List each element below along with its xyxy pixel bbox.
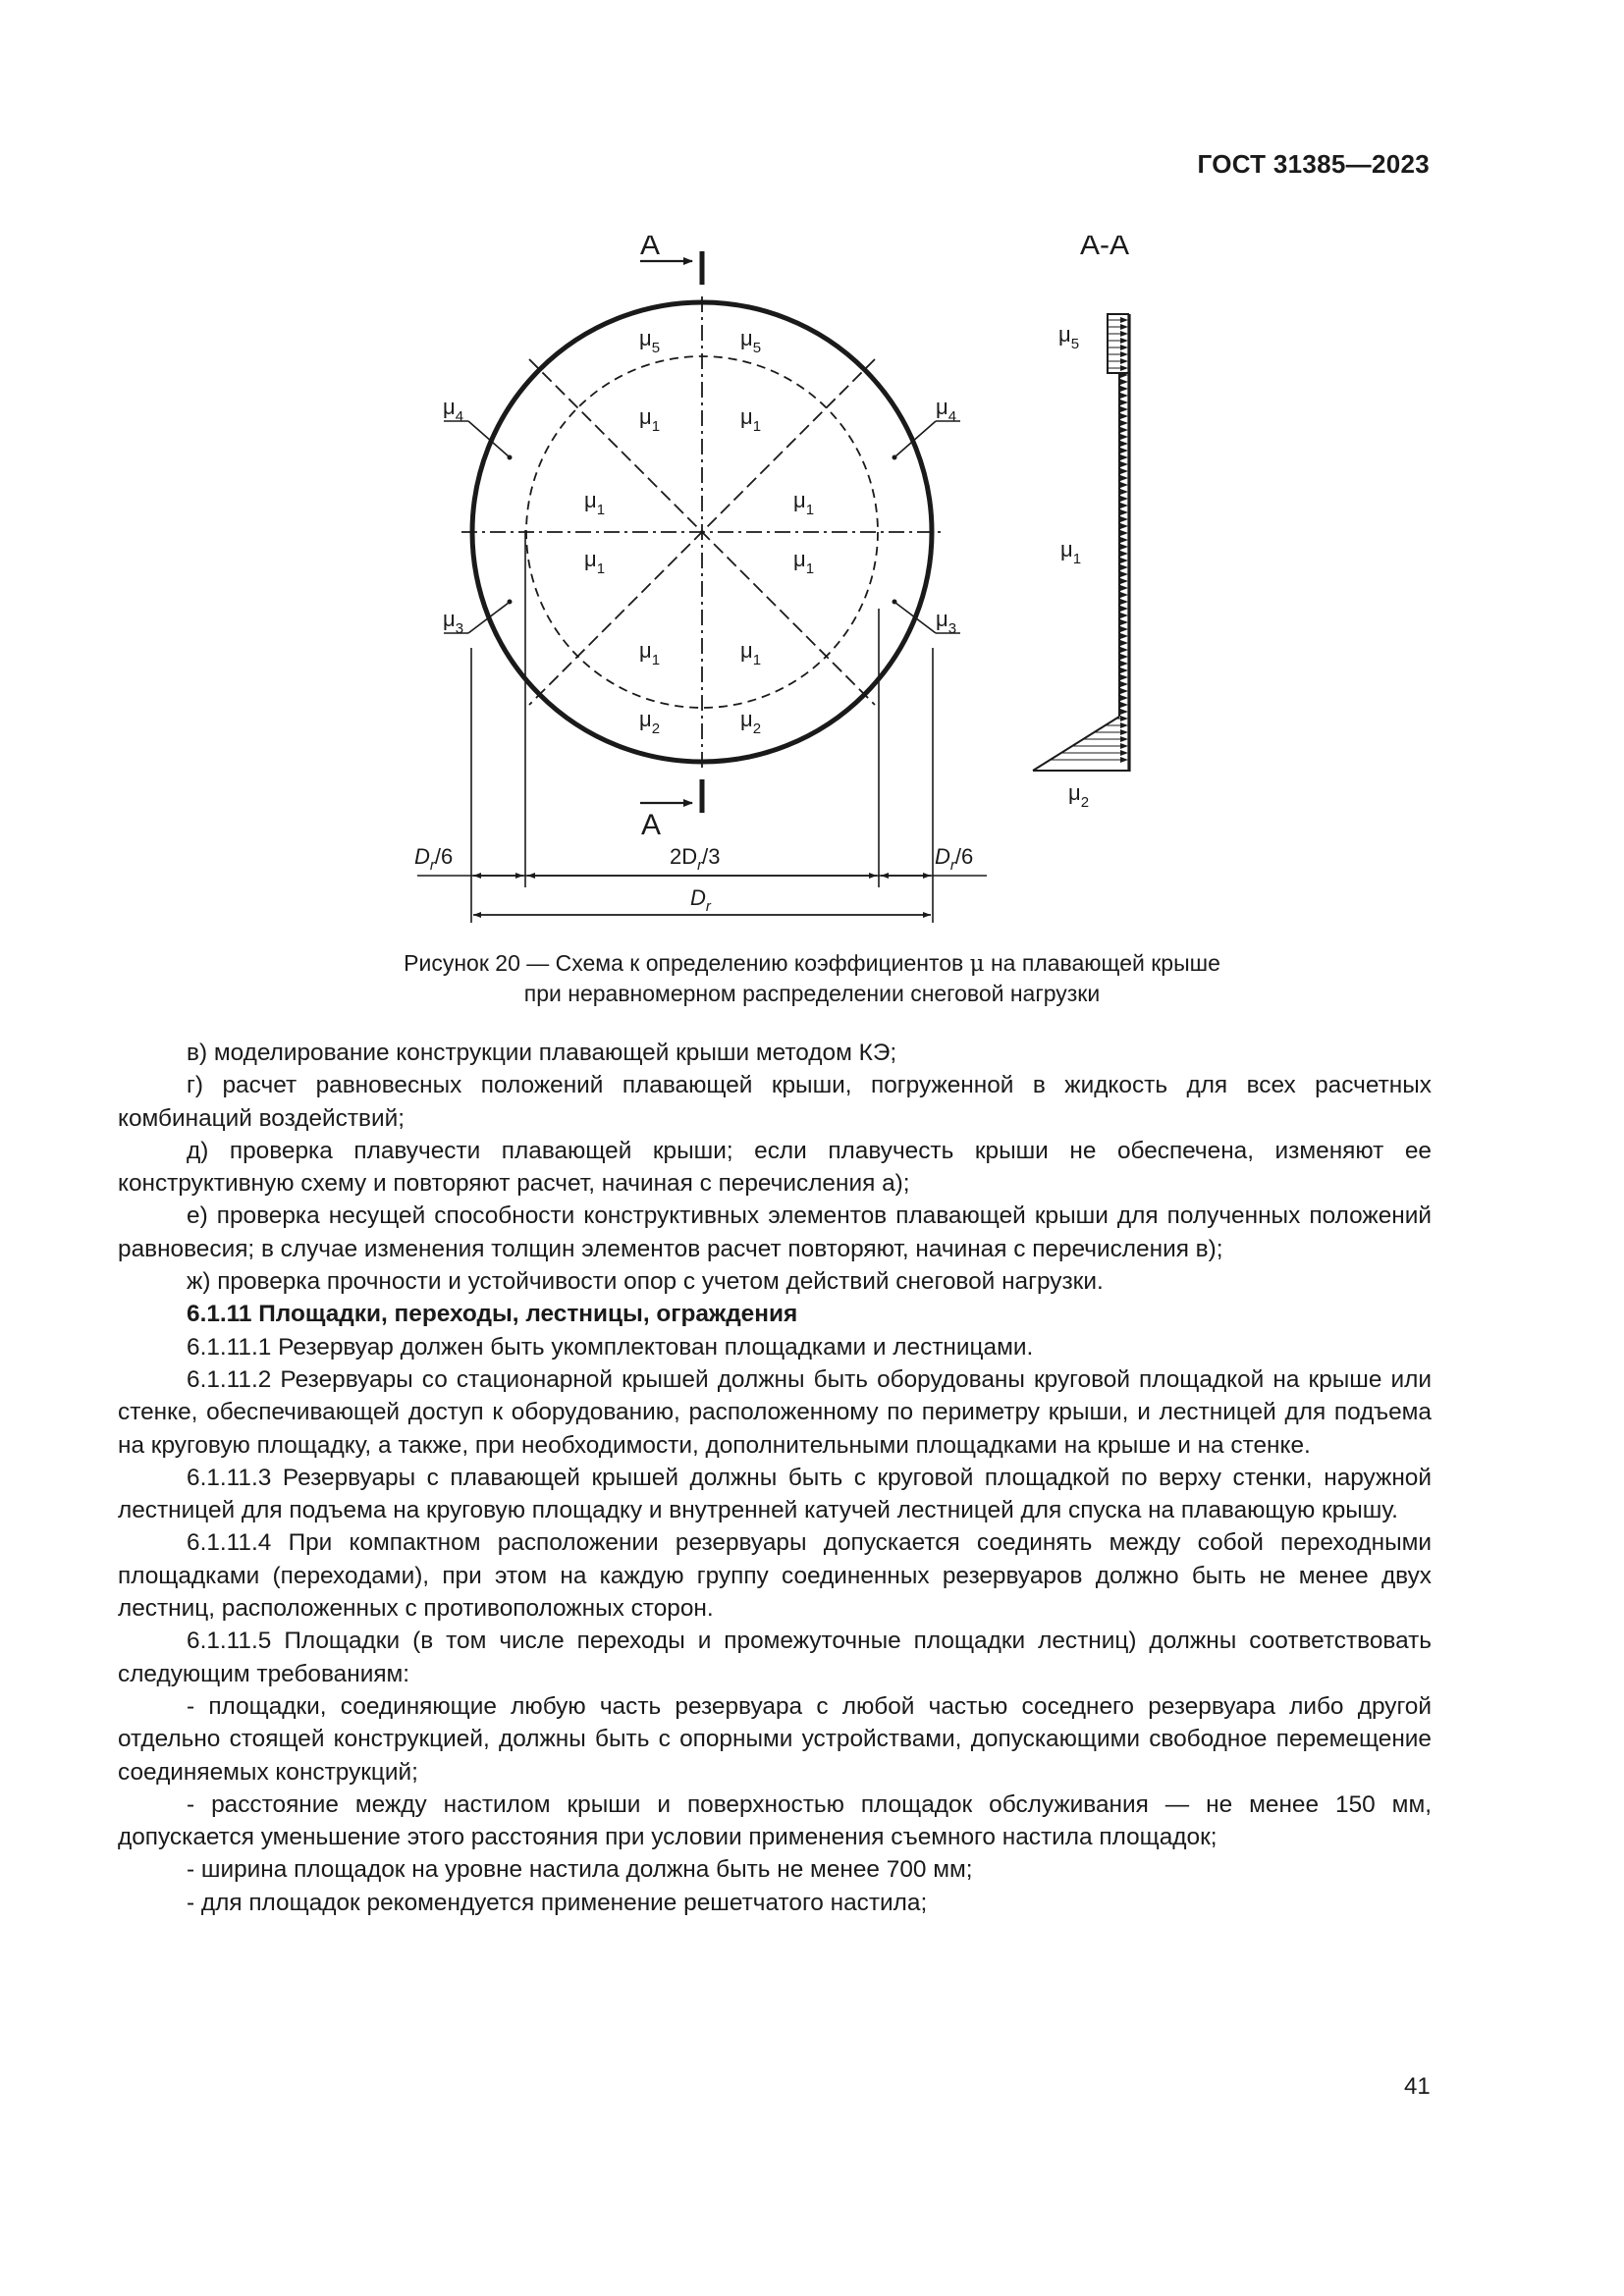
load-arrow-head: [1120, 578, 1128, 584]
load-arrow-head: [1120, 551, 1128, 557]
load-arrow-head: [1120, 613, 1128, 618]
load-arrow-head: [1120, 475, 1128, 481]
load-arrow-head: [1120, 454, 1128, 460]
mu1-label: $\mu_1$: [584, 547, 606, 577]
load-arrow-head: [1120, 530, 1128, 536]
load-arrow-head: [1120, 599, 1128, 605]
standard-header: ГОСТ 31385—2023: [1197, 149, 1430, 179]
load-arrow-head: [1120, 633, 1128, 639]
load-arrow-head: [1120, 674, 1128, 680]
mu2-label-right: $\mu_2$: [740, 707, 762, 737]
figure-caption-line1: Рисунок 20 — Схема к определению коэффициентов μ на плавающей крыше: [404, 950, 1220, 977]
load-arrow-head: [1120, 743, 1128, 749]
dim-label-right: $D_r/6$: [935, 844, 974, 874]
load-arrow-head: [1120, 358, 1128, 364]
load-arrow-head: [1120, 757, 1128, 763]
load-arrow-head: [1120, 351, 1128, 357]
load-arrow-head: [1120, 489, 1128, 495]
load-arrow-head: [1120, 468, 1128, 474]
mu5-label-left: $\mu_5$: [639, 326, 661, 356]
load-arrow-head: [1120, 496, 1128, 502]
dim-label-left: $D_r/6$: [414, 844, 454, 874]
mu1-label: $\mu_1$: [740, 404, 762, 435]
mu5-label-right: $\mu_5$: [740, 326, 762, 356]
load-arrow-head: [1120, 413, 1128, 419]
load-arrow-head: [1120, 709, 1128, 715]
body-paragraph: д) проверка плавучести плавающей крыши; если плавучесть крыши не обеспечена, изменяют ее конструктивную схему и повторяют расчет, начиная с перечисления а);: [118, 1137, 1432, 1198]
mu4-label-right: $\mu_4$: [936, 395, 957, 425]
load-arrow-head: [1120, 654, 1128, 660]
load-arrow-head: [1120, 441, 1128, 447]
load-arrow-head: [1120, 434, 1128, 440]
load-arrow-head: [1120, 345, 1128, 350]
load-arrow-head: [1120, 420, 1128, 426]
load-arrow-head: [1120, 379, 1128, 385]
mu1-label: $\mu_1$: [740, 638, 762, 668]
section-heading: 6.1.11 Площадки, переходы, лестницы, ограждения: [187, 1301, 798, 1328]
load-arrow-head: [1120, 448, 1128, 454]
mu4-label-left: $\mu_4$: [443, 395, 464, 425]
body-paragraph: - для площадок рекомендуется применение решетчатого настила;: [187, 1889, 928, 1916]
load-arrow-head: [1120, 722, 1128, 728]
mu3-label-left: $\mu_3$: [443, 607, 464, 637]
load-arrow-head: [1120, 503, 1128, 508]
load-arrow-head: [1120, 695, 1128, 701]
load-arrow-head: [1120, 626, 1128, 632]
dim-label-center: $2D_r/3$: [670, 844, 721, 874]
body-paragraph: 6.1.11.3 Резервуары с плавающей крышей должны быть с круговой площадкой по верху стенки, наружной лестницей для подъема на круговую площадку и внутренней катучей лестницей для спуска на плавающую крышу.: [118, 1464, 1432, 1524]
body-paragraph: 6.1.11.2 Резервуары со стационарной крышей должны быть оборудованы круговой площадкой на крыше или стенке, обеспечивающей доступ к оборудованию, расположенному по периметру крыши, и лестницей для подъема на круговую площадку, а также, при необходимости, дополнительными площадками на крыше и на стенке.: [118, 1365, 1432, 1459]
load-arrow-head: [1120, 647, 1128, 653]
load-arrow-head: [1120, 729, 1128, 735]
body-paragraph: ж) проверка прочности и устойчивости опор с учетом действий снеговой нагрузки.: [187, 1268, 1104, 1296]
load-arrow-head: [1120, 544, 1128, 550]
section-view-a-a: [1033, 236, 1129, 811]
load-arrow-head: [1120, 702, 1128, 708]
mu2-load-outline: [1033, 717, 1119, 771]
section-label-top: А: [640, 236, 661, 261]
load-arrow-head: [1120, 640, 1128, 646]
load-arrow-head: [1120, 509, 1128, 515]
body-paragraph: 6.1.11.4 При компактном расположении резервуары допускается соединять между собой переходными площадками (переходами), при этом на каждую группу соединенных резервуаров должно быть не менее двух лестниц, расположенных с противоположных сторон.: [118, 1529, 1432, 1623]
mu1-label: $\mu_1$: [639, 404, 661, 435]
mu3-label-right: $\mu_3$: [936, 607, 957, 637]
body-paragraph: 6.1.11.5 Площадки (в том числе переходы и промежуточные площадки лестниц) должны соответствовать следующим требованиям:: [118, 1628, 1432, 1687]
load-arrow-head: [1120, 461, 1128, 467]
load-arrow-head: [1120, 537, 1128, 543]
body-paragraph: - площадки, соединяющие любую часть резервуара с любой частью соседнего резервуара либо другой отдельно стоящей конструкцией, должны быть с опорными устройствами, допускающими свободное перемещение соединяемых конструкций;: [118, 1692, 1432, 1786]
dim-label-total: $D_r$: [690, 885, 711, 915]
load-arrow-head: [1120, 324, 1128, 330]
page-number: 41: [1404, 2073, 1431, 2100]
load-arrow-head: [1120, 661, 1128, 667]
load-arrow-head: [1120, 317, 1128, 323]
figure-20-diagram: [412, 236, 1159, 942]
load-arrow-head: [1120, 606, 1128, 612]
body-paragraph: - ширина площадок на уровне настила должна быть не менее 700 мм;: [187, 1856, 973, 1884]
load-arrow-head: [1120, 592, 1128, 598]
mu1-label: $\mu_1$: [793, 547, 815, 577]
body-text: [118, 1037, 1432, 1919]
load-arrow-head: [1120, 523, 1128, 529]
load-arrow-head: [1120, 338, 1128, 344]
plan-view: [414, 236, 987, 923]
load-arrow-head: [1120, 386, 1128, 392]
body-paragraph: в) моделирование конструкции плавающей крыши методом КЭ;: [187, 1040, 897, 1066]
load-arrow-head: [1120, 571, 1128, 577]
figure-caption-line2: при неравномерном распределении снеговой нагрузки: [523, 981, 1101, 1006]
load-arrow-head: [1120, 365, 1128, 371]
load-arrow-head: [1120, 681, 1128, 687]
load-arrow-head: [1120, 585, 1128, 591]
load-arrow-head: [1120, 736, 1128, 742]
section-mu5-label: $\mu_5$: [1058, 322, 1080, 352]
mu2-label-left: $\mu_2$: [639, 707, 661, 737]
section-mu2-label: $\mu_2$: [1068, 780, 1090, 811]
body-paragraph: е) проверка несущей способности конструктивных элементов плавающей крыши для полученных положений равновесия; в случае изменения толщин элементов расчет повторяют, начиная с перечисления в);: [118, 1202, 1432, 1262]
load-arrow-head: [1120, 406, 1128, 412]
load-arrow-head: [1120, 331, 1128, 337]
section-mu1-label: $\mu_1$: [1060, 537, 1082, 567]
load-arrow-head: [1120, 516, 1128, 522]
load-arrow-head: [1120, 750, 1128, 756]
body-paragraph: - расстояние между настилом крыши и поверхностью площадок обслуживания — не менее 150 мм, допускается уменьшение этого расстояния при условии применения съемного настила площадок;: [118, 1790, 1432, 1851]
load-arrow-head: [1120, 667, 1128, 673]
load-arrow-head: [1120, 400, 1128, 405]
load-arrow-head: [1120, 393, 1128, 399]
section-title: А-А: [1080, 236, 1130, 261]
load-arrow-head: [1120, 716, 1128, 721]
load-arrow-head: [1120, 619, 1128, 625]
section-label-bottom: А: [641, 809, 662, 841]
load-arrow-head: [1120, 564, 1128, 570]
load-arrow-head: [1120, 427, 1128, 433]
body-paragraph: г) расчет равновесных положений плавающей крыши, погруженной в жидкость для всех расчетных комбинаций воздействий;: [118, 1072, 1432, 1132]
load-arrow-head: [1120, 482, 1128, 488]
mu5-load-block: [1108, 314, 1129, 373]
mu1-label: $\mu_1$: [584, 488, 606, 518]
load-arrow-head: [1120, 558, 1128, 563]
mu1-label: $\mu_1$: [793, 488, 815, 518]
mu1-label: $\mu_1$: [639, 638, 661, 668]
load-arrow-head: [1120, 688, 1128, 694]
body-paragraph: 6.1.11.1 Резервуар должен быть укомплектован площадками и лестницами.: [187, 1333, 1034, 1361]
